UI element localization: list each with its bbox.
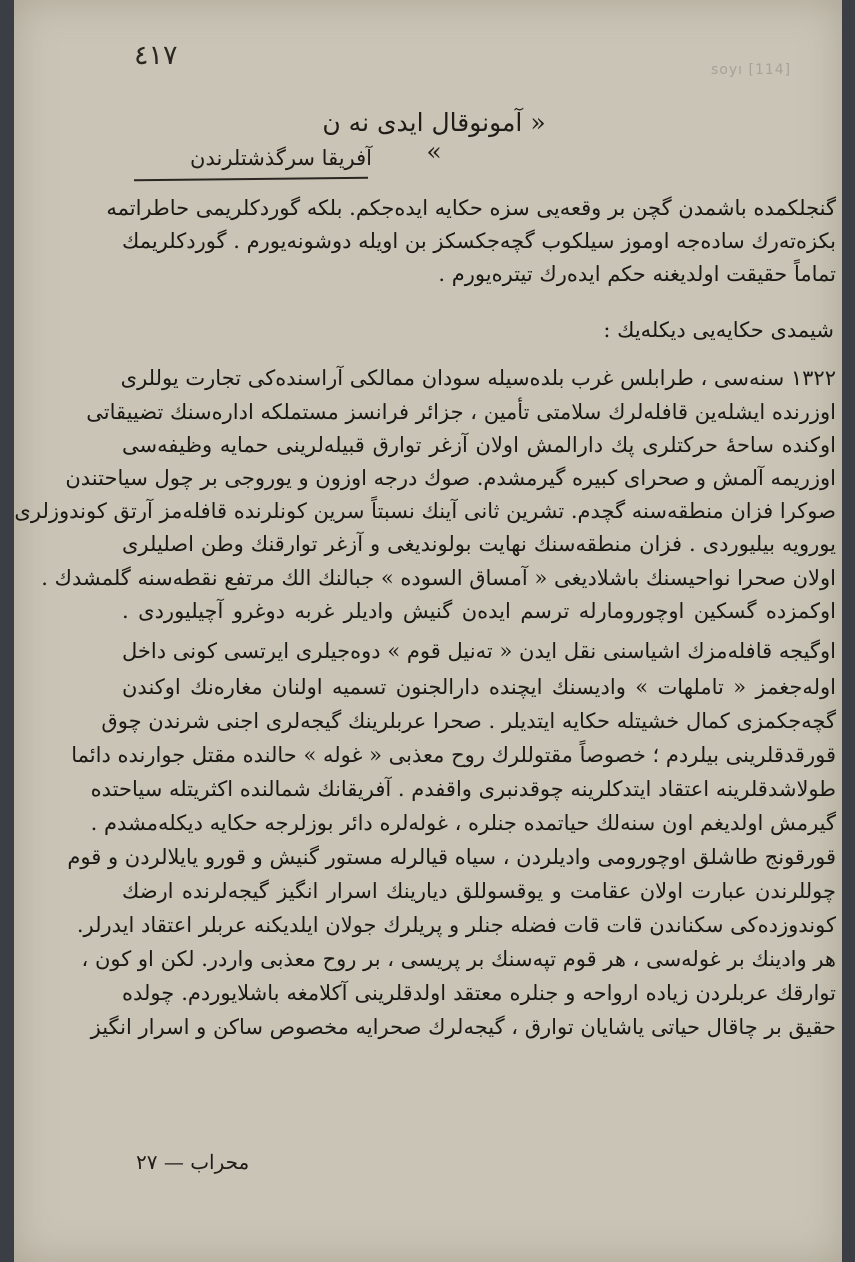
text-line: توارقك عربلردن زیاده ارواحه و جنلره معتقد اولدقلرینی آکلامغه باشلایوردم. چولده	[122, 981, 836, 1005]
text-line: تماماً حقیقت اولدیغنه حکم ایده‌رك تیتره‌یورم .	[438, 262, 836, 286]
archive-stamp: soyı [114]	[711, 62, 792, 78]
text-line: چوللرندن عبارت اولان عقامت و یوقسوللق دیارینك اسرار انگیز گیجه‌لرنده ارضك	[122, 879, 836, 903]
article-title: « آمونوقال ایدی نه ن »	[322, 108, 546, 166]
text-line: کوندوزده‌کی سکناندن قات قات فضله جنلر و پریلرك جولان ایلدیکنه عربلر اعتقاد ایدرلر.	[76, 913, 836, 937]
text-line: بکزه‌ته‌رك ساده‌جه اوموز سیلکوب گچه‌جکسکز بن اویله دوشونه‌یورم . گوردکلریمك	[122, 229, 836, 253]
page-number: ٤١٧	[134, 40, 178, 71]
text-line: هر وادینك بر غوله‌سی ، هر قوم تپه‌سنك بر پریسی ، بر روح معذبی واردر. لکن او کون ،	[81, 947, 836, 971]
text-line: گیرمش اولدیغم اون سنه‌لك حیاتمده جنلره ، غوله‌لره دائر بوزلرجه حکایه دیکله‌مشدم .	[90, 811, 836, 835]
text-line: اوگیجه قافله‌مزك اشیاسنی نقل ایدن « ته‌نیل قوم » دوه‌جیلری ایرتسی کونی داخل	[122, 639, 836, 663]
text-line: حقیق بر چاقال حیاتی یاشایان توارق ، گیجه‌لرك صحرایه مخصوص ساکن و اسرار انگیز	[90, 1015, 836, 1039]
text-line: شیمدی حکایه‌یی دیکله‌یك :	[603, 318, 834, 342]
text-line: قورقونج طاشلق اوچورومی وادیلردن ، سیاه قیالرله مستور گنیش و قورو یایلالردن و قوم	[67, 845, 836, 869]
text-line: اوکنده ساحه‌ٔ حرکتلری پك دارالمش اولان آزغر توارق قبیله‌لرینی حمایه وظیفه‌سی	[122, 433, 836, 457]
footer-signature: محراب — ٢٧	[136, 1150, 250, 1174]
text-line: یورویه بیلیوردی . فزان منطقه‌سنك نهایت بولوندیغی و آزغر توارقنك وطن اصلیلری	[122, 532, 836, 556]
text-line: گچه‌جکمزی کمال خشیتله حکایه ایتدیلر . صحرا عربلرینك گیجه‌لری اجنی شرندن چوق	[101, 709, 836, 733]
subtitle-underline	[134, 177, 368, 181]
text-line: اوله‌جغمز « تاملهات » وادیسنك ایچنده دارالجنون تسمیه اولنان مغاره‌نك اوکندن	[122, 675, 836, 699]
text-line: اوزرنده ایشله‌ین قافله‌لرك سلامتی تأمین ، جزائر فرانسز مستملکه اداره‌سنك تضییقاتی	[86, 400, 836, 424]
text-line: قورقدقلرینی بیلردم ؛ خصوصاً مقتوللرك روح معذبی « غوله » حالنده مقتل جوارنده دائما	[71, 743, 836, 767]
text-line: اوکمزده گسکین اوچورومارله ترسم ایده‌ن گنیش وادیلر غربه دوغرو آچیلیوردی .	[122, 599, 836, 623]
text-line: گنجلکمده باشمدن گچن بر وقعه‌یی سزه حکایه ایده‌جکم. بلکه گوردکلریمی حاطراتمه	[106, 196, 836, 220]
text-line: اولان صحرا نواحیسنك باشلادیغی « آمساق السوده » جبالنك الك مرتفع نقطه‌سنه گلمشدك .	[41, 566, 836, 590]
text-line: اوزریمه آلمش و صحرای کبیره گیرمشدم. صوك درجه اوزون و یوروجی بر چول سیاحتندن	[65, 466, 836, 490]
text-line: طولاشدقلرینه اعتقاد ایتدکلرینه چوقدنبری واقفدم . آفریقانك شمالنده اکثریتله سیاحتده	[90, 777, 836, 801]
article-subtitle: آفریقا سرگذشتلرندن	[190, 146, 372, 170]
text-line: صوکرا فزان منطقه‌سنه گچدم. تشرین ثانی آینك نسبتاً سرین کونلرنده قافله‌مز آرتق کوندوزلری	[14, 499, 836, 523]
document-page	[14, 0, 842, 1262]
text-line: ١٣٢٢ سنه‌سی ، طرابلس غرب بلده‌سیله سودان ممالکی آراسنده‌کی تجارت یوللری	[120, 366, 836, 390]
